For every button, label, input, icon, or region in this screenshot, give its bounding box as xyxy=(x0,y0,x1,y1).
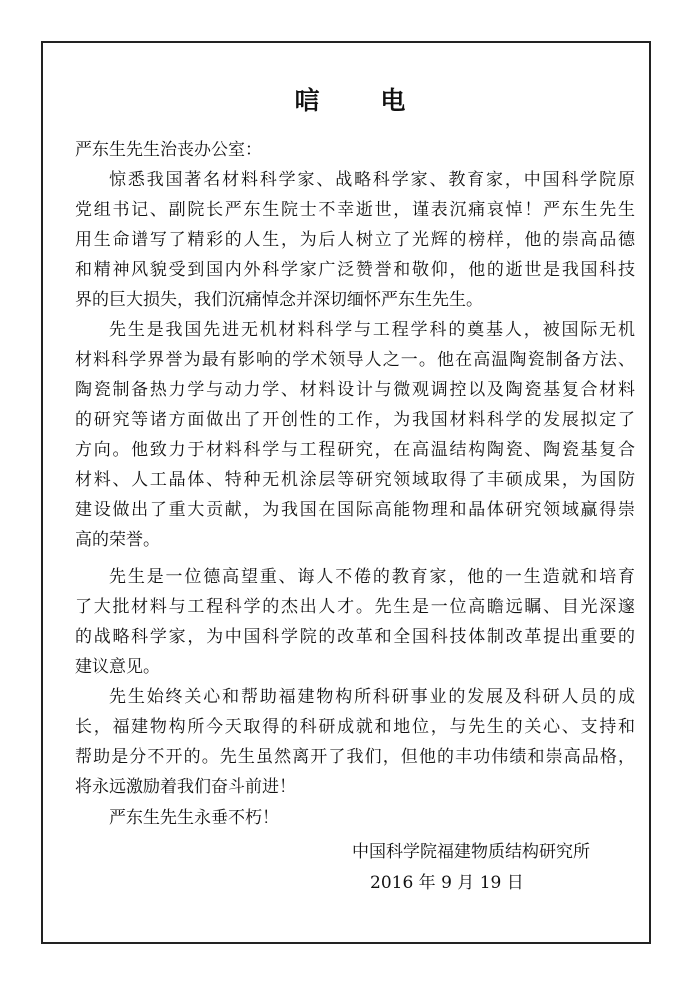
paragraph-line: 高的荣誉。 xyxy=(75,530,160,550)
paragraph-line: 材料科学界誉为最有影响的学术领导人之一。他在高温陶瓷制备方法、 xyxy=(75,350,635,370)
paragraph-line: 先生始终关心和帮助福建物构所科研事业的发展及科研人员的成 xyxy=(109,687,635,707)
paragraph-line: 了大批材料与工程科学的杰出人才。先生是一位高瞻远瞩、目光深邃 xyxy=(75,597,635,617)
paragraph-line: 长，福建物构所今天取得的科研成就和地位，与先生的关心、支持和 xyxy=(75,717,635,737)
salutation: 严东生先生治丧办公室： xyxy=(75,140,262,160)
paragraph-line: 的战略科学家，为中国科学院的改革和全国科技体制改革提出重要的 xyxy=(75,627,635,647)
paragraph-contributions xyxy=(75,315,635,555)
paragraph-institute xyxy=(75,682,635,802)
paragraph-line: 陶瓷制备热力学与动力学、材料设计与微观调控以及陶瓷基复合材料 xyxy=(75,380,635,400)
closing-remark: 严东生先生永垂不朽！ xyxy=(109,808,279,828)
paragraph-line: 建设做出了重大贡献，为我国在国际高能物理和晶体研究领域赢得崇 xyxy=(75,500,635,520)
paragraph-line: 用生命谱写了精彩的人生，为后人树立了光辉的榜样，他的崇高品德 xyxy=(75,230,635,250)
paragraph-line: 党组书记、副院长严东生院士不幸逝世，谨表沉痛哀悼！严东生先生 xyxy=(75,200,635,220)
paragraph-line: 帮助是分不开的。先生虽然离开了我们，但他的丰功伟绩和崇高品格， xyxy=(75,747,635,767)
paragraph-condolence xyxy=(75,165,635,315)
paragraph-line: 惊悉我国著名材料科学家、战略科学家、教育家，中国科学院原 xyxy=(109,170,635,190)
paragraph-educator xyxy=(75,562,635,682)
paragraph-line: 将永远激励着我们奋斗前进！ xyxy=(75,777,296,797)
signature-organization: 中国科学院福建物质结构研究所 xyxy=(352,842,590,862)
paragraph-line: 建议意见。 xyxy=(75,657,160,677)
document-title: 唁 电 xyxy=(294,86,432,115)
paragraph-line: 界的巨大损失，我们沉痛悼念并深切缅怀严东生先生。 xyxy=(75,290,483,310)
paragraph-line: 材料、人工晶体、特种无机涂层等研究领域取得了丰硕成果，为国防 xyxy=(75,470,635,490)
paragraph-line: 先生是我国先进无机材料科学与工程学科的奠基人，被国际无机 xyxy=(109,320,635,340)
paragraph-line: 方向。他致力于材料科学与工程研究，在高温结构陶瓷、陶瓷基复合 xyxy=(75,440,635,460)
signature-date: 2016 年 9 月 19 日 xyxy=(370,873,524,893)
paragraph-line: 先生是一位德高望重、诲人不倦的教育家，他的一生造就和培育 xyxy=(109,567,635,587)
paragraph-line: 和精神风貌受到国内外科学家广泛赞誉和敬仰，他的逝世是我国科技 xyxy=(75,260,635,280)
paragraph-line: 的研究等诸方面做出了开创性的工作，为我国材料科学的发展拟定了 xyxy=(75,410,635,430)
